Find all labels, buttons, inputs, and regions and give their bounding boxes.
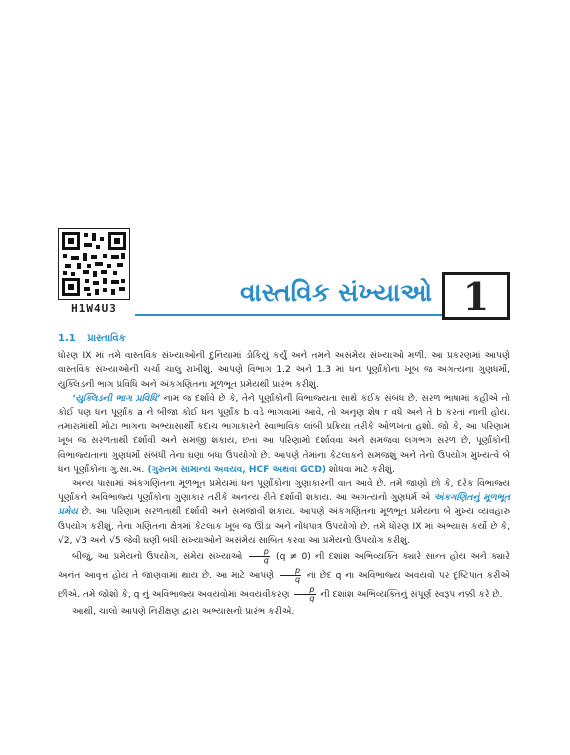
- fraction-numerator: p: [249, 548, 270, 557]
- fraction-p-over-q: [294, 586, 315, 603]
- paragraph-rational-c: ના છેદ q ના અવિભાજ્ય અવયવો પર દૃષ્ટિપાત કરીએ છીએ. તમે જોશો કે, q નું અવિભાજ્ય અવયવોમાં અવયવીકરણ: [58, 571, 510, 601]
- paragraph-intro: ધોરણ IX માં તમે વાસ્તવિક સંખ્યાઓની દુનિયામાં ડોકિયું કર્યું અને તમને અસંમેય સંખ્યાઓ મળી. આ પ્રકરણમાં આપણે વાસ્તવિક સંખ્યાઓની ચર્ચા ચાલુ રાખીશું. આપણે વિભાગ 1.2 અને 1.3 માં ધન પૂર્ણાંકોના ખૂબ જ અગત્યના ગુણધર્મો, યુક્લિડની ભાગ પ્રવિધિ અને અંકગણિતના મૂળભૂત પ્રમેયથી પ્રારંભ કરીશું.: [58, 351, 510, 390]
- paragraph-euclid-end: શોધવા માટે કરીશું.: [326, 464, 395, 475]
- section-number: 1.1: [58, 333, 76, 344]
- fraction-denominator: q: [309, 594, 315, 604]
- fraction-numerator: p: [294, 586, 315, 595]
- chapter-title-rule: [135, 314, 442, 316]
- paragraph-rational-a: બીજું, આ પ્રમેયનો ઉપયોગ, સંમેય સંખ્યાઓ: [72, 552, 243, 563]
- paragraph-rational-decimal: [58, 548, 510, 605]
- qr-code-image[interactable]: [58, 228, 130, 300]
- paragraph-fta-text-a: અન્ય પાસામાં અંકગણિતના મૂળભૂત પ્રમેયમાં ધન પૂર્ણાંકોના ગુણાકારની વાત આવે છે. તમે જાણો છો કે, દરેક વિભાજ્ય પૂર્ણાંકને અવિભાજ્ય પૂર્ણાંકોના ગુણાકાર તરીકે અનન્ય રીતે દર્શાવી શકાય. આ અગત્યનો ગુણધર્મ એ: [58, 479, 510, 504]
- paragraph-rational-b: (q ≠ 0) ની દશાંશ અભિવ્યક્તિ ક્યારે સાન્ત હોય અને ક્યારે અનંત આવૃત્ત હોય તે જાણવામાં થાય છે. આ માટે આપણે: [58, 552, 510, 582]
- paragraph-closing: આથી, ચાલો આપણે નિરીક્ષણ દ્વારા અભ્યાસનો પ્રારંભ કરીએ.: [72, 607, 295, 618]
- chapter-number: 1: [442, 272, 510, 320]
- section-heading: [58, 332, 510, 346]
- fraction-denominator: q: [263, 556, 269, 566]
- paragraph-fundamental-theorem: [58, 477, 510, 548]
- paragraph-fta-text-b: છે. આ પરિણામ સરળતાથી દર્શાવી અને સમજાવી શકાય. આપણે અંકગણિતના મૂળભૂત પ્રમેયના બે મુખ્ય વ્યવહારુ ઉપયોગ કરીશું. તેના ગણિતના ક્ષેત્રમાં કેટલાક ખૂબ જ ઊંડા અને નોંધપાત્ર ઉપયોગો છે. તમે ધોરણ IX માં અભ્યાસ કર્યો છે કે, √2, √3 અને √5 જેવી ઘણી બધી સંખ્યાઓને અસંમેય સાબિત કરવા આ પ્રમેયનો ઉપયોગ કરીશું.: [58, 507, 510, 546]
- fta-term: અંકગણિતનું મૂળભૂત પ્રમેય: [58, 493, 510, 518]
- fraction-denominator: q: [295, 575, 301, 585]
- chapter-title: વાસ્તવિક સંખ્યાઓ: [239, 278, 432, 307]
- paragraph-euclid-text: નામ જ દર્શાવે છે કે, તેને પૂર્ણાંકોની વિભાજ્યતા સાથે કંઈક સંબંધ છે. સરળ ભાષામાં કહીએ તો કોઈ પણ ધન પૂર્ણાંક a ને બીજા કોઈ ધન પૂર્ણાંક b વડે ભાગવામાં આવે, તો અનૃણ શેષ r વધે અને તે b કરતાં નાની હોય. તમારામાંથી મોટા ભાગના અભ્યાસાર્થી કદાચ ભાગાકારને સ્વાભાવિક લાંબી પ્રક્રિયા તરીકે ઓળખતા હશો. જો કે, આ પરિણામ ખૂબ જ સરળતાથી દર્શાવી અને સમજી શકાય, છતાં આ પરિણામો દર્શાવવા અને સમજવા લગભગ સરળ છે, પૂર્ણાંકોની વિભાજ્યતાના ગુણધર્મો સંબંધી તેના ઘણા બધા ઉપયોગો છે. આપણે તેમાંના કેટલાકને સમજશું અને તેનો ઉપયોગ મુખ્યત્વે બે ધન પૂર્ણાંકોના ગુ.સા.અ.: [58, 393, 510, 475]
- chapter-body: [58, 332, 510, 619]
- paragraph-euclid: [58, 392, 510, 477]
- section-title: પ્રાસ્તાવિક: [87, 333, 126, 344]
- fraction-p-over-q: [249, 548, 270, 565]
- euclid-term: ‘યુક્લિડની ભાગ પ્રવિધિ’: [72, 393, 161, 404]
- hcf-term: (ગુરુતમ સામાન્ય અવયવ, HCF અથવા GCD): [144, 464, 327, 475]
- chapter-header: [135, 272, 510, 320]
- paragraph-rational-d: ની દશાંશ અભિવ્યક્તિનું સંપૂર્ણ સ્વરૂપ નક્કી કરે છે.: [320, 590, 503, 601]
- fraction-p-over-q: [280, 567, 301, 584]
- qr-code-block: [58, 228, 130, 315]
- fraction-numerator: p: [280, 567, 301, 576]
- qr-code-label: H1W4U3: [71, 302, 117, 315]
